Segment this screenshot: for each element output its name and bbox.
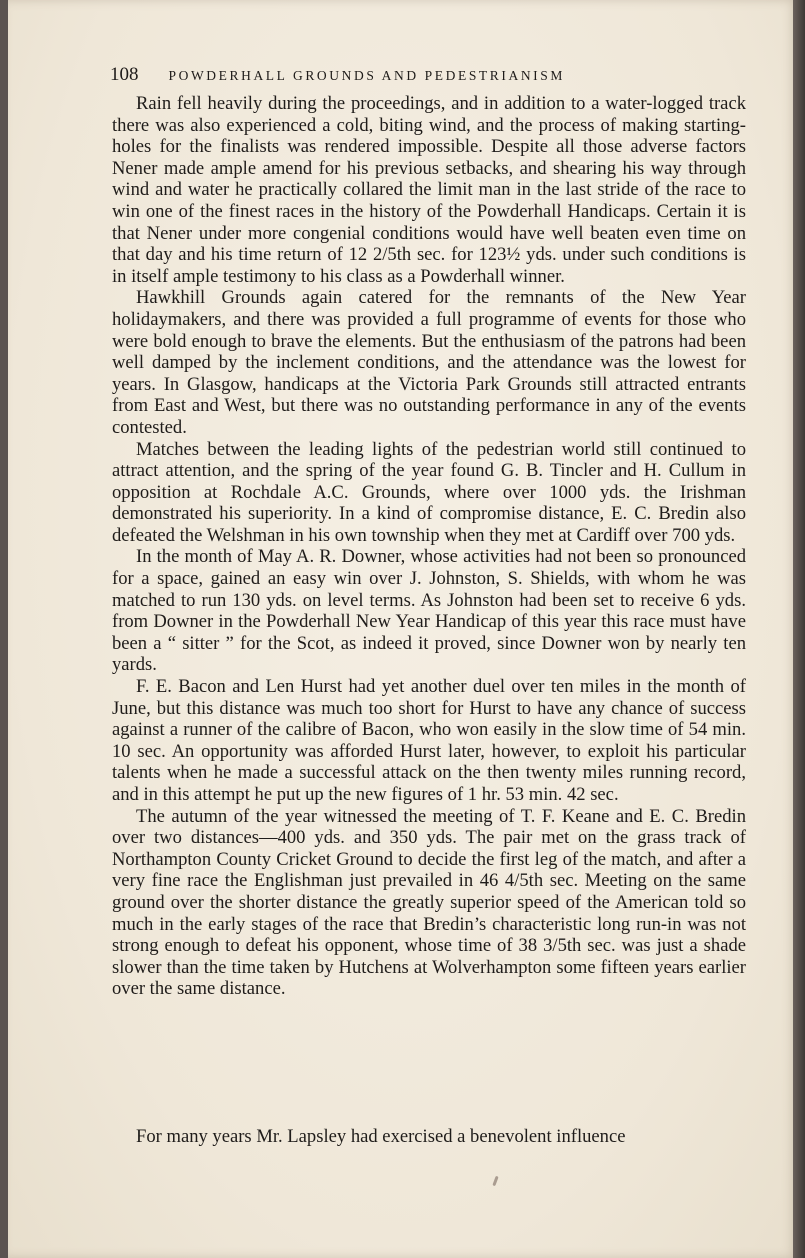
page-edge-shadow <box>793 0 805 1258</box>
running-head <box>110 64 750 86</box>
paragraph-bacon-hurst: F. E. Bacon and Len Hurst had yet another duel over ten miles in the month of June, but this distance was much too short for Hurst to have any chance of success against a runner of the calibre of Bacon, who won easily in the slow time of 54 min. 10 sec. An opportunity was afforded Hurst later, however, to exploit his particular talents when he made a successful attack on the then twenty miles running record, and in this attempt he put up the new figures of 1 hr. 53 min. 42 sec. <box>112 676 746 805</box>
book-page <box>8 0 798 1258</box>
paragraph-downer: In the month of May A. R. Downer, whose activities had not been so pronounced for a space, gained an easy win over J. Johnston, S. Shields, with whom he was matched to run 130 yds. on level terms. As Johnston had been set to receive 6 yds. from Downer in the Powderhall New Year Handicap of this year this race must have been a “ sitter ” for the Scot, as indeed it proved, since Downer won by nearly ten yards. <box>112 546 746 676</box>
paragraph-matches: Matches between the leading lights of the pedestrian world still continued to attract attention, and the spring of the year found G. B. Tincler and H. Cullum in opposition at Rochdale A.C. Grounds, where over 1000 yds. the Irishman demonstrated his superiority. In a kind of compromise distance, E. C. Bredin also defeated the Welshman in his own township when they met at Cardiff over 700 yds. <box>112 438 746 546</box>
paragraph-rain: Rain fell heavily during the proceedings, and in addition to a water-logged track there was also experienced a cold, biting wind, and the process of making starting-holes for the finalists was rendered impossible. Despite all those adverse factors Nener made ample amend for his previous setbacks, and shearing his way through wind and water he practically collared the limit man in the last stride of the race to win one of the finest races in the history of the Powderhall Handicaps. Certain it is that Nener under more congenial conditions would have well beaten even time on that day and his time return of 12 2/5th sec. for 123½ yds. under such conditions is in itself ample testimony to his class as a Powderhall winner. <box>112 93 746 287</box>
paper-speck <box>492 1176 498 1186</box>
page-number: 108 <box>110 64 139 85</box>
paragraph-lapsley: For many years Mr. Lapsley had exercised a benevolent influence <box>136 1126 626 1147</box>
paragraph-keane-bredin: The autumn of the year witnessed the meeting of T. F. Keane and E. C. Bredin over two distances—400 yds. and 350 yds. The pair met on the grass track of Northampton County Cricket Ground to decide the first leg of the match, and after a very fine race the Englishman just prevailed in 46 4/5th sec. Meeting on the same ground over the shorter distance the greatly superior speed of the American told so much in the early stages of the race that Bredin’s characteristic long run-in was not strong enough to defeat his opponent, whose time of 38 3/5th sec. was just a shade slower than the time taken by Hutchens at Wolverhampton some fifteen years earlier over the same distance. <box>112 805 746 1000</box>
running-title: POWDERHALL GROUNDS AND PEDESTRIANISM <box>168 68 565 83</box>
body-text <box>112 93 746 1147</box>
paragraph-hawkhill: Hawkhill Grounds again catered for the remnants of the New Year holidaymakers, and there was provided a full programme of events for those who were bold enough to brave the elements. But the enthusiasm of the patrons had been well damped by the inclement conditions, and the attendance was the lowest for years. In Glasgow, handicaps at the Victoria Park Grounds still attracted entrants from East and West, but there was no outstanding performance in any of the events contested. <box>112 287 746 438</box>
